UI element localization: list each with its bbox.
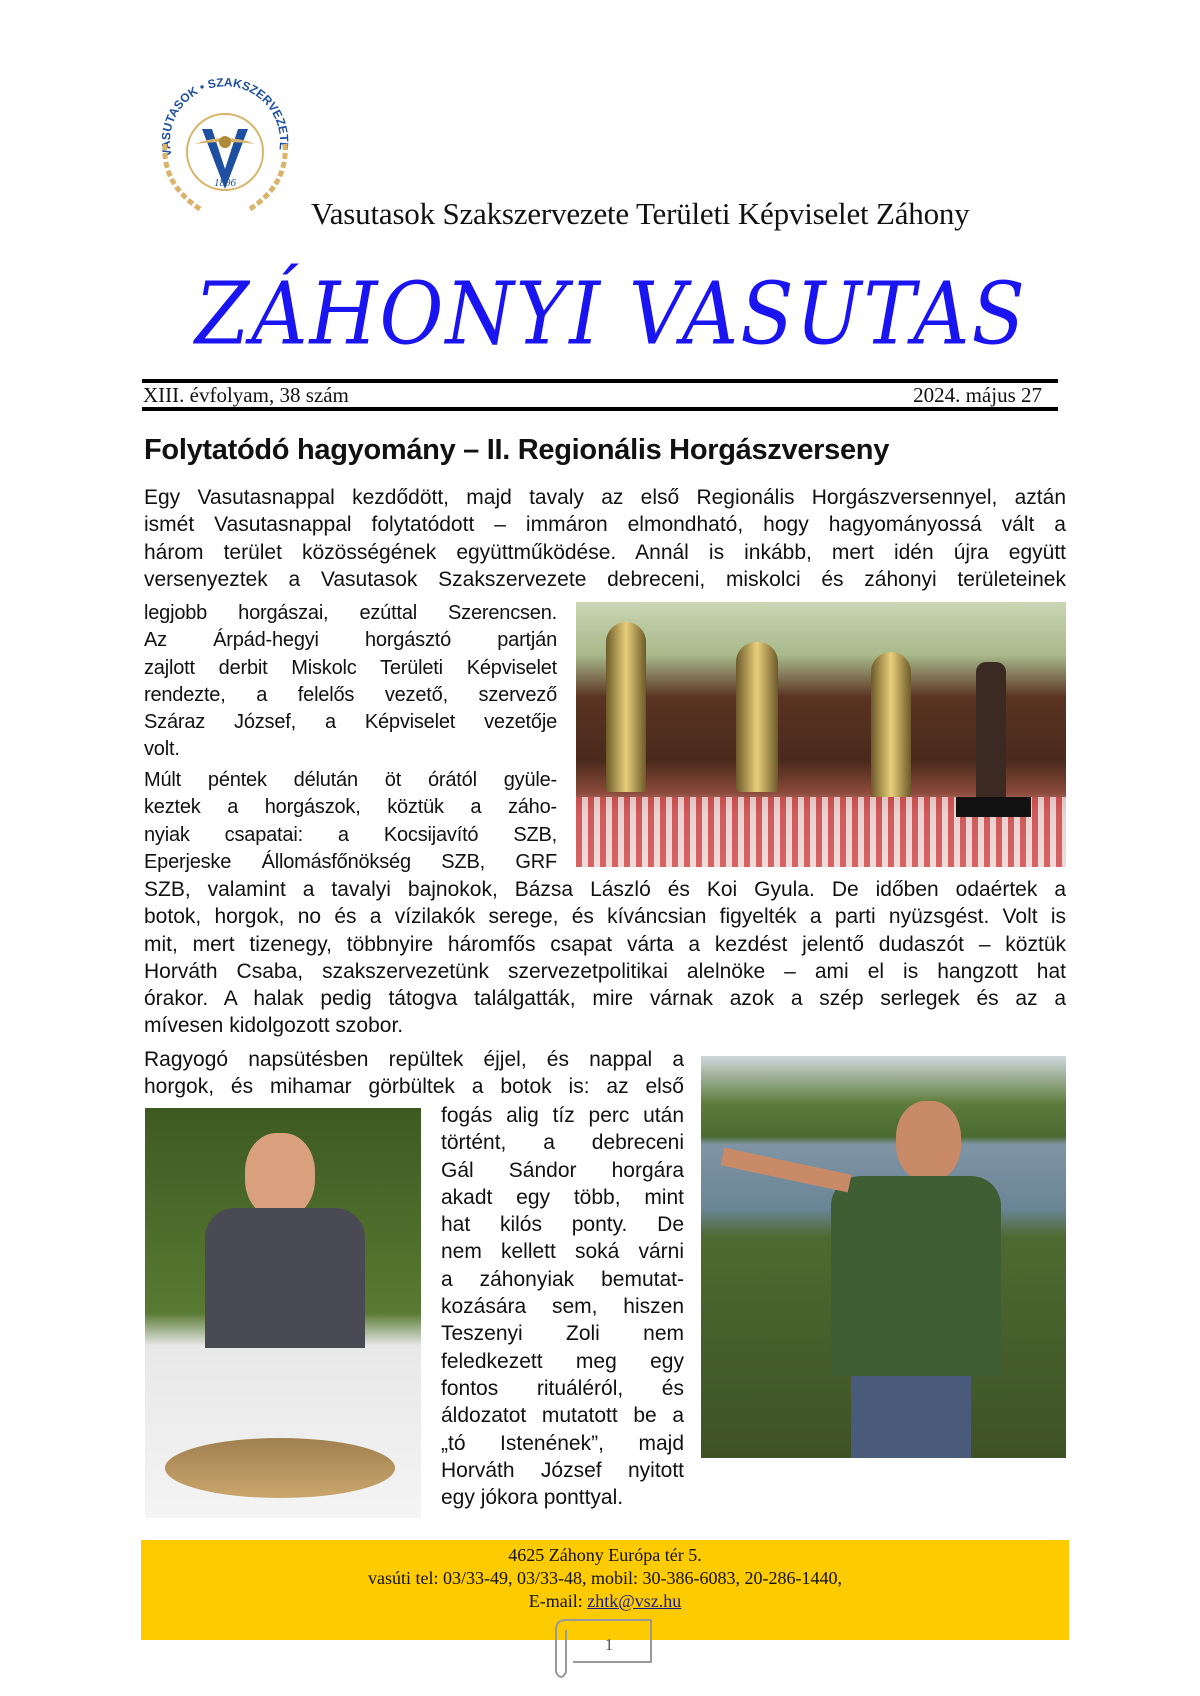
paragraph-teams-continued (144, 876, 1066, 1040)
text-line: kozására sem, hiszen (441, 1295, 684, 1319)
issue-date: 2024. május 27 (913, 383, 1042, 407)
text-line: Eperjeske Állomásfőnökség SZB, GRF (144, 850, 557, 873)
paragraph-intro (144, 484, 1066, 593)
text-line: mívesen kidolgozott szobor. (144, 1014, 404, 1038)
footer-phones: vasúti tel: 03/33-49, 03/33-48, mobil: 30-386-6083, 20-286-1440, (368, 1568, 842, 1588)
text-line: áldozatot mutatott be a (441, 1404, 684, 1428)
text-line: három terület közösségének együttműködése. Annál is inkább, mert idén újra együtt (144, 540, 1066, 564)
text-line: Teszenyi Zoli nem (441, 1322, 684, 1346)
article-headline: Folytatódó hagyomány – II. Regionális Horgászverseny (144, 434, 890, 466)
text-line: versenyeztek a Vasutasok Szakszervezete debreceni, miskolci és záhonyi területeinek (144, 567, 1066, 591)
text-line: nyiak csapatai: a Kocsijavító SZB, (144, 823, 557, 846)
text-line: akadt egy több, mint (441, 1185, 684, 1209)
svg-text:1896: 1896 (214, 177, 236, 189)
text-line: Ragyogó napsütésben repültek éjjel, és nappal a (144, 1048, 684, 1071)
text-line: botok, horgok, no és a vízilakók serege, és kíváncsian figyelték a parti nyüzsgést. Volt is (144, 905, 1066, 929)
text-line: egy jókora ponttyal. (441, 1486, 624, 1510)
footer-address: 4625 Záhony Európa tér 5. (508, 1545, 702, 1565)
text-line: Horváth Csaba, szakszervezetünk szervezetpolitikai alelnöke – ami el is hangzott hat (144, 959, 1066, 983)
text-line: fogás alig tíz perc után (441, 1104, 684, 1127)
email-link[interactable]: zhtk@vsz.hu (587, 1591, 682, 1611)
angler-at-lake-photo (701, 1056, 1066, 1458)
masthead-title: ZÁHONYI VASUTAS (195, 265, 1027, 365)
text-line: órakor. A halak pedig tátogva találgatták, mire várnak azok a szép serlegek és az a (144, 987, 1066, 1011)
text-line: Egy Vasutasnappal kezdődött, majd tavaly az első Regionális Horgászversennyel, aztán (144, 486, 1066, 509)
text-line: legjobb horgászai, ezúttal Szerencsen. (144, 602, 557, 624)
text-line: volt. (144, 738, 180, 761)
text-line: a záhonyiak bemutat- (441, 1267, 684, 1291)
text-line: történt, a debreceni (441, 1131, 684, 1155)
page-number-scroll (551, 1612, 661, 1680)
paragraph-catch-continued (441, 1102, 684, 1511)
issue-number: XIII. évfolyam, 38 szám (143, 383, 349, 407)
text-line: nem kellett soká várni (441, 1240, 684, 1264)
paragraph-intro-continued (144, 600, 557, 764)
svg-text:VASUTASOK • SZAKSZERVEZETE: VASUTASOK • SZAKSZERVEZETE (158, 75, 292, 159)
text-line: keztek a horgászok, köztük a záho- (144, 796, 557, 819)
footer-email-line (141, 1590, 1069, 1613)
text-line: horgok, és mihamar görbültek a botok is: az első (144, 1075, 684, 1099)
text-line: zajlott derbit Miskolc Területi Képviselet (144, 656, 557, 679)
text-line: Az Árpád-hegyi horgásztó partján (144, 629, 557, 652)
text-line: rendezte, a felelős vezető, szervező (144, 683, 557, 706)
text-line: Gál Sándor horgára (441, 1158, 684, 1182)
text-line: Száraz József, a Képviselet vezetője (144, 711, 557, 734)
text-line: „tó Istenének”, majd (441, 1431, 684, 1455)
page-number: 1 (604, 1635, 614, 1654)
angler-with-carp-photo (145, 1108, 421, 1518)
text-line: feledkezett meg egy (441, 1349, 684, 1373)
text-line: SZB, valamint a tavalyi bajnokok, Bázsa László és Koi Gyula. De időben odaértek a (144, 878, 1066, 901)
organization-name: Vasutasok Szakszervezete Területi Képviselet Záhony (311, 196, 970, 231)
email-label: E-mail: (528, 1591, 588, 1611)
text-line: Horváth József nyitott (441, 1458, 684, 1482)
text-line: ismét Vasutasnappal folytatódott – immáron elmondható, hogy hagyományossá vált a (144, 513, 1066, 537)
trophies-photo (576, 602, 1066, 867)
text-line: fontos rituáléról, és (441, 1376, 684, 1400)
text-line: Múlt péntek délután öt órától gyüle- (144, 769, 557, 791)
union-logo (150, 74, 300, 220)
text-line: hat kilós ponty. De (441, 1213, 684, 1237)
paragraph-catch (144, 1046, 684, 1101)
bottom-rule (142, 407, 1058, 411)
paragraph-teams (144, 767, 557, 876)
text-line: mit, mert tizenegy, többnyire háromfős csapat várta a kezdést jelentő dudaszót – köztük (144, 932, 1066, 956)
